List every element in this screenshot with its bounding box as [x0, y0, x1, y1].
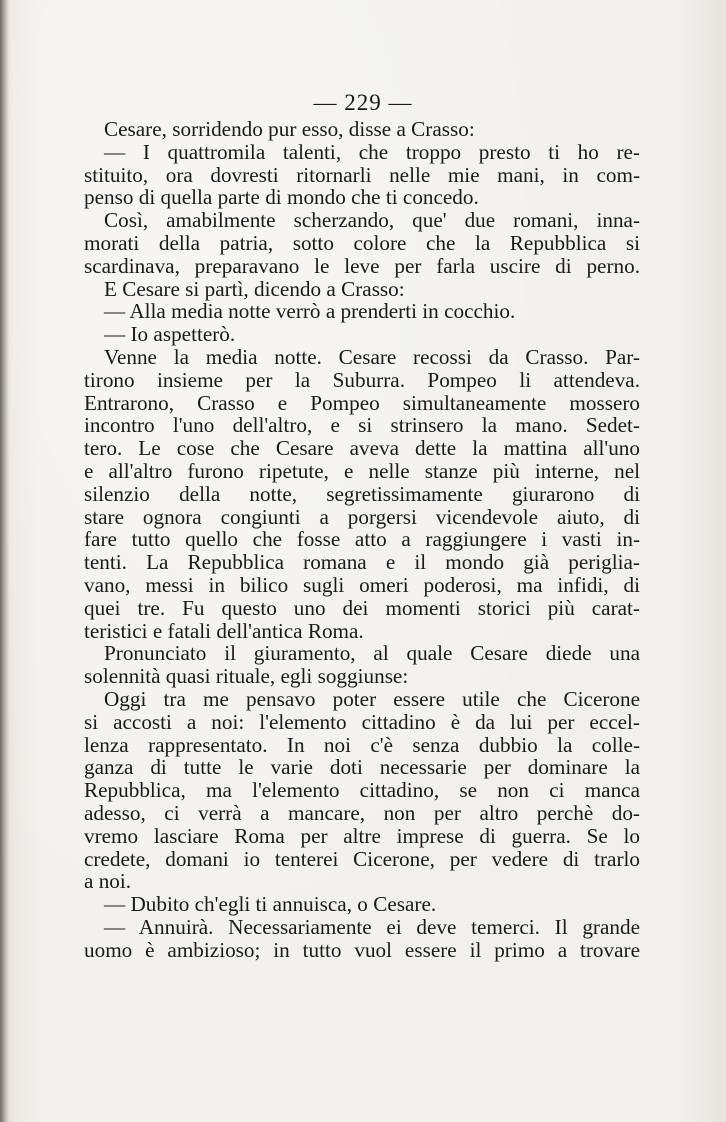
text-line: — I quattromila talenti, che troppo presto ti ho re- — [104, 139, 640, 164]
text-line: ganza di tutte le varie doti necessarie per dominare la — [84, 755, 640, 780]
text-line: morati della patria, sotto colore che la Repubblica si — [84, 230, 640, 255]
text-line: tirono insieme per la Suburra. Pompeo li attendeva. — [84, 367, 640, 392]
text-line: Venne la media notte. Cesare recossi da Crasso. Par- — [104, 344, 640, 369]
text-line: Repubblica, ma l'elemento cittadino, se non ci manca — [84, 778, 640, 803]
text-line: tenti. La Repubblica romana e il mondo già periglia- — [84, 550, 640, 575]
text-line: lenza rappresentato. In noi c'è senza dubbio la colle- — [84, 732, 640, 757]
text-line: solennità quasi rituale, egli soggiunse: — [84, 664, 409, 689]
text-line: quei tre. Fu questo uno dei momenti storici più carat- — [84, 595, 640, 620]
text-line: Entrarono, Crasso e Pompeo simultaneamente mossero — [84, 390, 640, 415]
text-line: scardinava, preparavano le leve per farla uscire di perno. — [84, 253, 640, 278]
text-line: E Cesare si partì, dicendo a Crasso: — [104, 276, 405, 301]
text-line: vano, messi in bilico sugli omeri poderosi, ma infidi, di — [84, 572, 640, 597]
text-line: si accosti a noi: l'elemento cittadino è da lui per eccel- — [84, 709, 640, 734]
text-line: — Dubito ch'egli ti annuisca, o Cesare. — [104, 892, 437, 917]
text-line: Oggi tra me pensavo poter essere utile che Cicerone — [104, 686, 640, 711]
text-line: stituito, ora dovresti ritornarli nelle mie mani, in com- — [84, 162, 640, 187]
text-line: — Alla media notte verrò a prenderti in cocchio. — [104, 299, 516, 324]
text-line: fare tutto quello che fosse atto a raggiungere i vasti in- — [84, 527, 640, 552]
text-line: stare ognora congiunti a porgersi vicendevole aiuto, di — [84, 504, 640, 529]
text-line: e all'altro furono ripetute, e nelle stanze più interne, nel — [84, 458, 640, 483]
text-line: silenzio della notte, segretissimamente giurarono di — [84, 481, 640, 506]
text-line: tero. Le cose che Cesare aveva dette la mattina all'uno — [84, 436, 640, 461]
binding-shadow — [0, 0, 9, 1122]
page-number: — 229 — — [313, 90, 413, 115]
text-line: penso di quella parte di mondo che ti concedo. — [84, 185, 479, 210]
text-line: vremo lasciare Roma per altre imprese di guerra. Se lo — [84, 823, 640, 848]
text-line: uomo è ambizioso; in tutto vuol essere il primo a trovare — [84, 937, 640, 962]
text-line: a noi. — [84, 869, 132, 894]
text-line: — Io aspetterò. — [104, 322, 236, 347]
text-line: Così, amabilmente scherzando, que' due romani, inna- — [104, 208, 640, 233]
text-line: incontro l'uno dell'altro, e si strinsero la mano. Sedet- — [84, 413, 640, 438]
text-line: — Annuirà. Necessariamente ei deve temerci. Il grande — [104, 914, 640, 939]
text-line: credete, domani io tenterei Cicerone, per vedere di trarlo — [84, 846, 640, 871]
text-line: Pronunciato il giuramento, al quale Cesare diede una — [104, 641, 640, 666]
text-line: Cesare, sorridendo pur esso, disse a Crasso: — [104, 117, 475, 141]
text-line: adesso, ci verrà a mancare, non per altro perchè do- — [84, 800, 640, 825]
body-text — [84, 118, 640, 961]
text-line: teristici e fatali dell'antica Roma. — [84, 618, 364, 643]
